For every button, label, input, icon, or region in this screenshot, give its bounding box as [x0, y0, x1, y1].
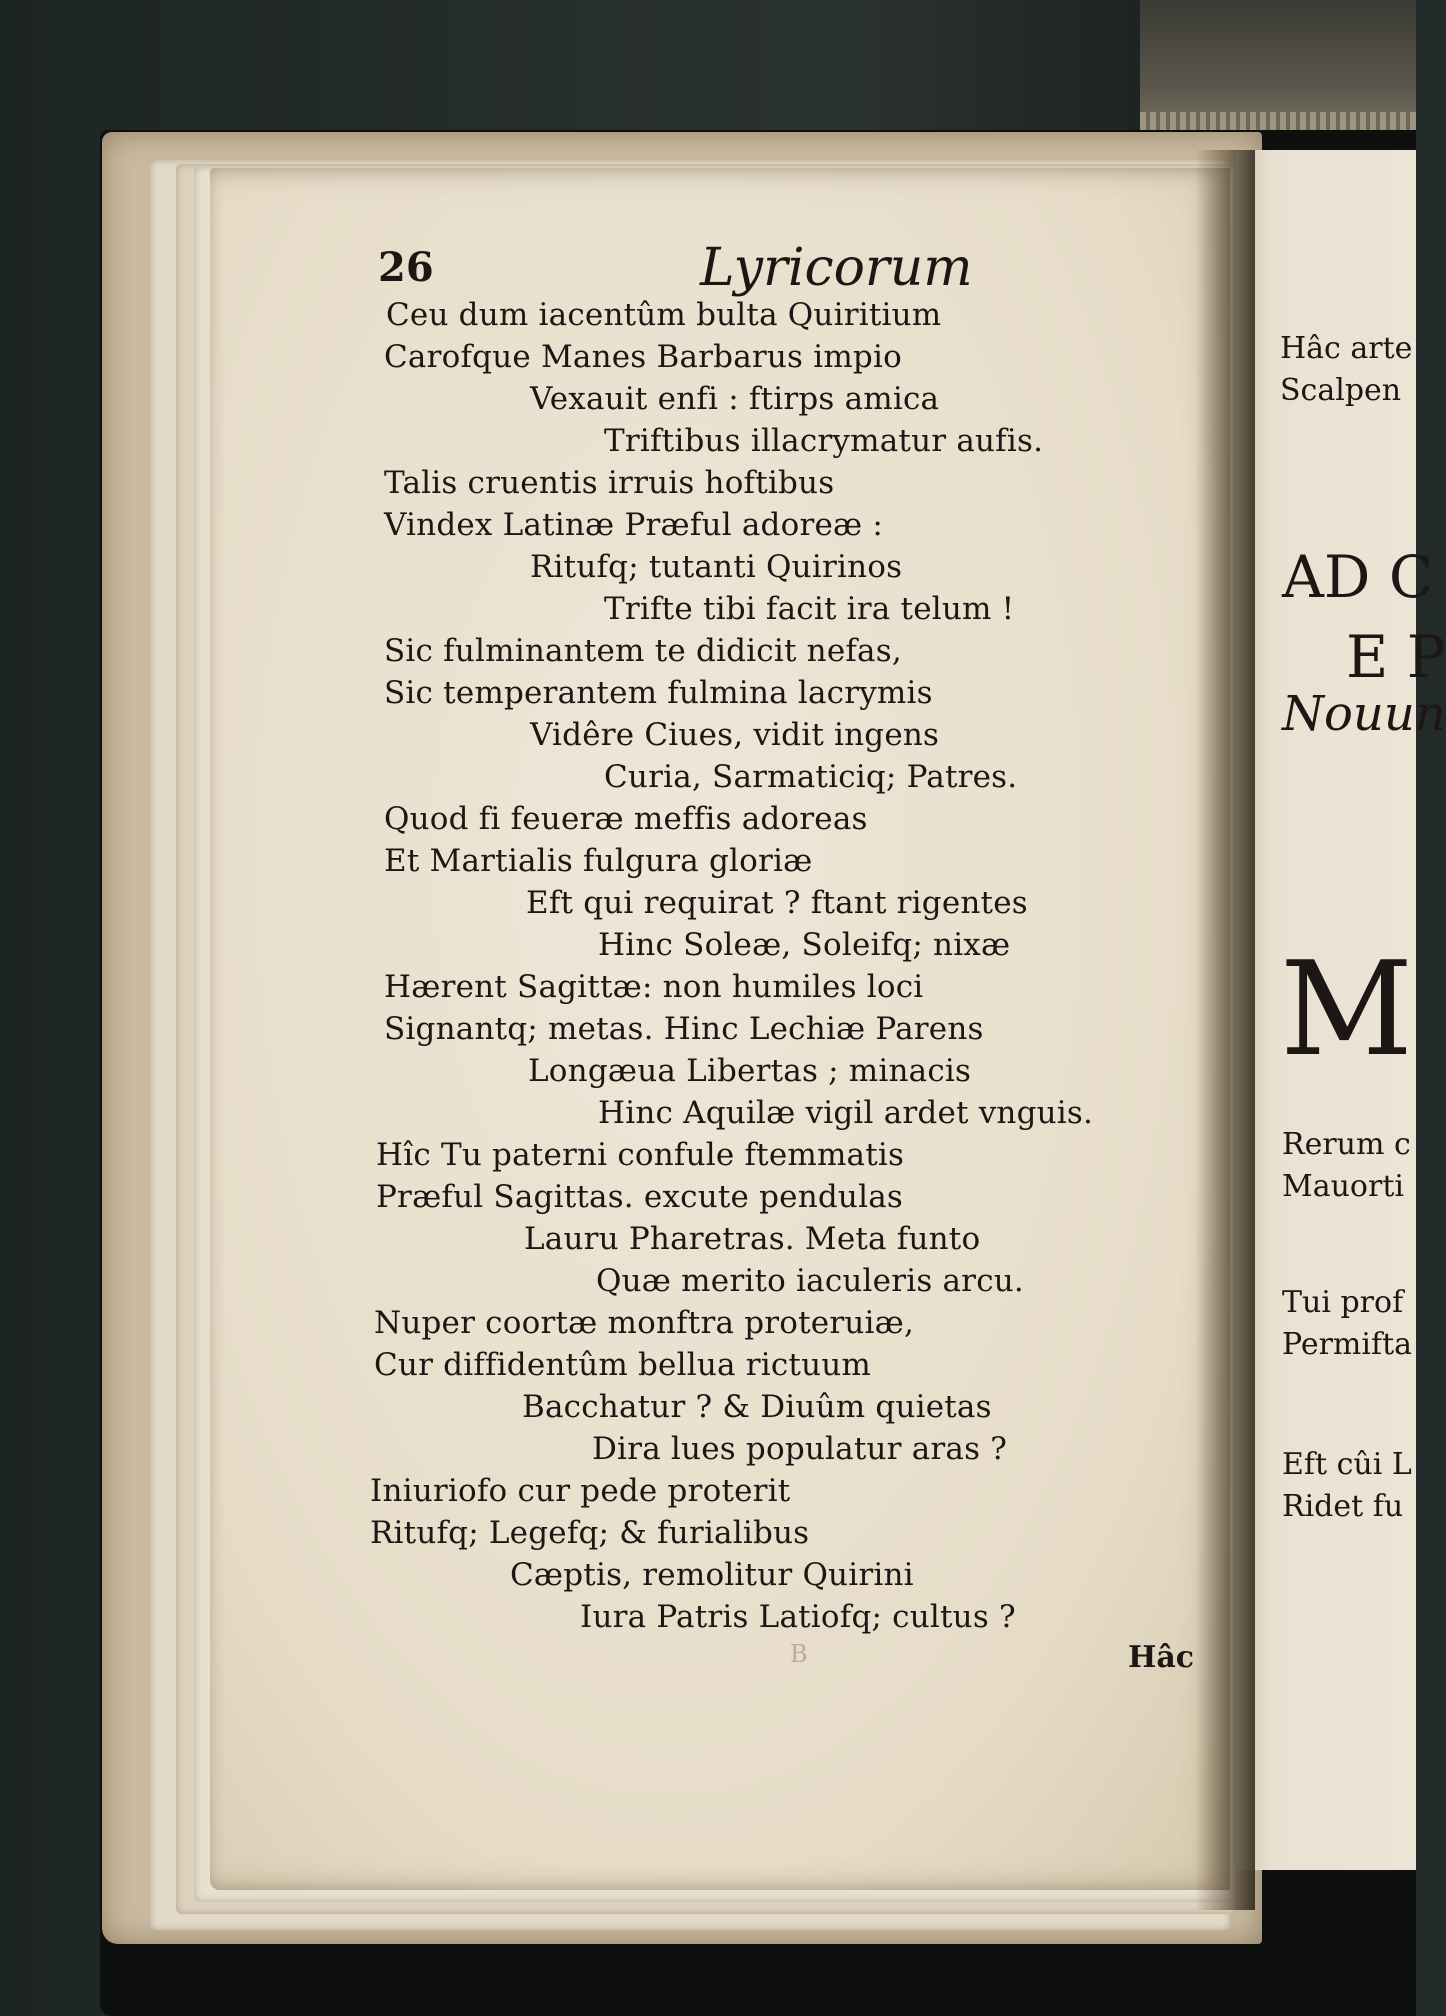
verse-line: Iura Patris Latiofq; cultus ? — [580, 1599, 1016, 1635]
verse-line: Longæua Libertas ; minacis — [528, 1053, 972, 1089]
right-line: Hâc arte — [1280, 331, 1413, 366]
verse-line: Dira lues populatur aras ? — [592, 1431, 1008, 1467]
right-line: Rerum c — [1282, 1127, 1411, 1162]
verse-line: Vindex Latinæ Præful adoreæ : — [384, 507, 884, 543]
verse-line: Ceu dum iacentûm bulta Quiritium — [386, 297, 942, 333]
verse-line: Vidêre Ciues, vidit ingens — [530, 717, 940, 753]
right-line: Permifta — [1282, 1327, 1413, 1362]
verse-line: Triftibus illacrymatur aufis. — [604, 423, 1044, 459]
right-line: Tui prof — [1282, 1285, 1404, 1320]
right-heading: AD C — [1282, 543, 1434, 611]
catchword: Hâc — [1128, 1640, 1195, 1675]
right-heading: Nouun — [1282, 686, 1446, 742]
running-head: Lyricorum — [700, 238, 973, 298]
verse-line: Hærent Sagittæ: non humiles loci — [384, 969, 924, 1005]
verse-line: Cæptis, remolitur Quirini — [510, 1557, 914, 1593]
verse-line: Præful Sagittas. excute pendulas — [376, 1179, 903, 1215]
verse-line: Ritufq; Legefq; & furialibus — [370, 1515, 810, 1551]
verse-line: Lauru Pharetras. Meta funto — [524, 1221, 981, 1257]
right-line: Eft cûi L — [1282, 1447, 1412, 1482]
drop-capital: M — [1280, 933, 1414, 1085]
verse-line: Hîc Tu paterni confule ftemmatis — [376, 1137, 905, 1173]
verse-line: Hinc Aquilæ vigil ardet vnguis. — [598, 1095, 1094, 1131]
verse-line: Iniuriofo cur pede proterit — [370, 1473, 791, 1509]
verse-line: Eft qui requirat ? ftant rigentes — [526, 885, 1028, 921]
verse-line: Vexauit enfi : ftirps amica — [530, 381, 940, 417]
verse-line: Quæ merito iaculeris arcu. — [596, 1263, 1024, 1299]
right-heading: E P — [1346, 623, 1446, 691]
verse-line: Curia, Sarmaticiq; Patres. — [604, 759, 1018, 795]
verse-line: Ritufq; tutanti Quirinos — [530, 549, 903, 585]
right-line: Scalpen — [1280, 373, 1402, 408]
verse-line: Talis cruentis irruis hoftibus — [384, 465, 835, 501]
verse-line: Et Martialis fulgura gloriæ — [384, 843, 813, 879]
right-line: Ridet fu — [1282, 1489, 1404, 1524]
verse-line: Cur diffidentûm bellua rictuum — [374, 1347, 872, 1383]
verse-line: Bacchatur ? & Diuûm quietas — [522, 1389, 992, 1425]
page-number: 26 — [378, 244, 434, 291]
verse-line: Signantq; metas. Hinc Lechiæ Parens — [384, 1011, 984, 1047]
verse-line: Sic fulminantem te didicit nefas, — [384, 633, 902, 669]
verse-line: Trifte tibi facit ira telum ! — [604, 591, 1015, 627]
verse-line: Hinc Soleæ, Soleifq; nixæ — [598, 927, 1011, 963]
verse-line: Quod fi feueræ meffis adoreas — [384, 801, 868, 837]
right-line: Mauorti — [1282, 1169, 1404, 1204]
verse-line: Carofque Manes Barbarus impio — [384, 339, 902, 375]
verse-line: Sic temperantem fulmina lacrymis — [384, 675, 933, 711]
verse-line: Nuper coortæ monftra proteruiæ, — [374, 1305, 915, 1341]
signature-mark: B — [790, 1640, 808, 1668]
